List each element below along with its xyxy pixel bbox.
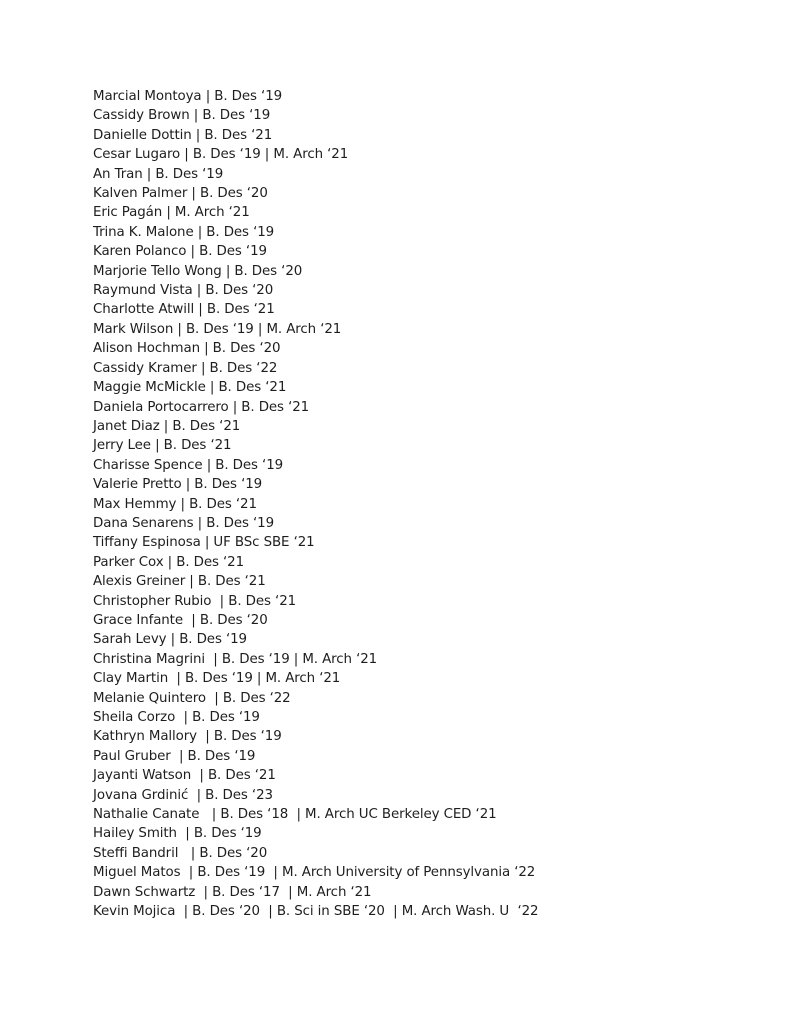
list-item: Charlotte Atwill | B. Des ‘21 bbox=[93, 302, 275, 318]
list-item: Christopher Rubio | B. Des ‘21 bbox=[93, 593, 297, 609]
list-item: Charisse Spence | B. Des ‘19 bbox=[93, 457, 284, 473]
list-item: Cassidy Brown | B. Des ‘19 bbox=[93, 108, 271, 124]
list-item: Tiffany Espinosa | UF BSc SBE ‘21 bbox=[93, 535, 315, 551]
alumni-list bbox=[93, 87, 538, 921]
list-item: Eric Pagán | M. Arch ‘21 bbox=[93, 205, 250, 221]
list-item: Nathalie Canate | B. Des ‘18 | M. Arch UC Berkeley CED ‘21 bbox=[93, 807, 497, 823]
list-item: Jovana Grdinić | B. Des ‘23 bbox=[93, 787, 273, 803]
list-item: Raymund Vista | B. Des ‘20 bbox=[93, 283, 274, 299]
list-item: Christina Magrini | B. Des ‘19 | M. Arch ‘21 bbox=[93, 651, 378, 667]
list-item: Kathryn Mallory | B. Des ‘19 bbox=[93, 729, 282, 745]
list-item: Grace Infante | B. Des ‘20 bbox=[93, 612, 268, 628]
list-item: Max Hemmy | B. Des ‘21 bbox=[93, 496, 257, 512]
list-item: Parker Cox | B. Des ‘21 bbox=[93, 554, 245, 570]
list-item: Karen Polanco | B. Des ‘19 bbox=[93, 244, 267, 260]
list-item: Marjorie Tello Wong | B. Des ‘20 bbox=[93, 263, 303, 279]
list-item: Maggie McMickle | B. Des ‘21 bbox=[93, 380, 287, 396]
list-item: Janet Diaz | B. Des ‘21 bbox=[93, 418, 241, 434]
list-item: Sarah Levy | B. Des ‘19 bbox=[93, 632, 247, 648]
list-item: Trina K. Malone | B. Des ‘19 bbox=[93, 224, 275, 240]
list-item: Marcial Montoya | B. Des ‘19 bbox=[93, 89, 283, 104]
list-item: Danielle Dottin | B. Des ‘21 bbox=[93, 127, 273, 143]
list-item: Steffi Bandril | B. Des ‘20 bbox=[93, 845, 268, 861]
list-item: Jayanti Watson | B. Des ‘21 bbox=[93, 768, 276, 784]
list-item: Melanie Quintero | B. Des ‘22 bbox=[93, 690, 291, 706]
list-item: Alison Hochman | B. Des ‘20 bbox=[93, 341, 281, 357]
list-item: Kalven Palmer | B. Des ‘20 bbox=[93, 186, 268, 202]
list-item: Daniela Portocarrero | B. Des ‘21 bbox=[93, 399, 310, 415]
list-item: Paul Gruber | B. Des ‘19 bbox=[93, 748, 256, 764]
list-item: Alexis Greiner | B. Des ‘21 bbox=[93, 574, 266, 590]
list-item: Dawn Schwartz | B. Des ‘17 | M. Arch ‘21 bbox=[93, 884, 372, 900]
list-item: Kevin Mojica | B. Des ‘20 | B. Sci in SBE ‘20 | M. Arch Wash. U ‘22 bbox=[93, 904, 539, 920]
list-item: Mark Wilson | B. Des ‘19 | M. Arch ‘21 bbox=[93, 321, 342, 337]
list-item: Cesar Lugaro | B. Des ‘19 | M. Arch ‘21 bbox=[93, 147, 349, 163]
list-item: An Tran | B. Des ‘19 bbox=[93, 166, 224, 182]
list-item: Dana Senarens | B. Des ‘19 bbox=[93, 515, 275, 531]
list-item: Hailey Smith | B. Des ‘19 bbox=[93, 826, 262, 842]
list-item: Clay Martin | B. Des ‘19 | M. Arch ‘21 bbox=[93, 671, 341, 687]
list-item: Jerry Lee | B. Des ‘21 bbox=[93, 438, 232, 454]
list-item: Valerie Pretto | B. Des ‘19 bbox=[93, 477, 263, 493]
list-item: Miguel Matos | B. Des ‘19 | M. Arch University of Pennsylvania ‘22 bbox=[93, 865, 536, 881]
list-item: Cassidy Kramer | B. Des ‘22 bbox=[93, 360, 278, 376]
list-item: Sheila Corzo | B. Des ‘19 bbox=[93, 710, 260, 725]
